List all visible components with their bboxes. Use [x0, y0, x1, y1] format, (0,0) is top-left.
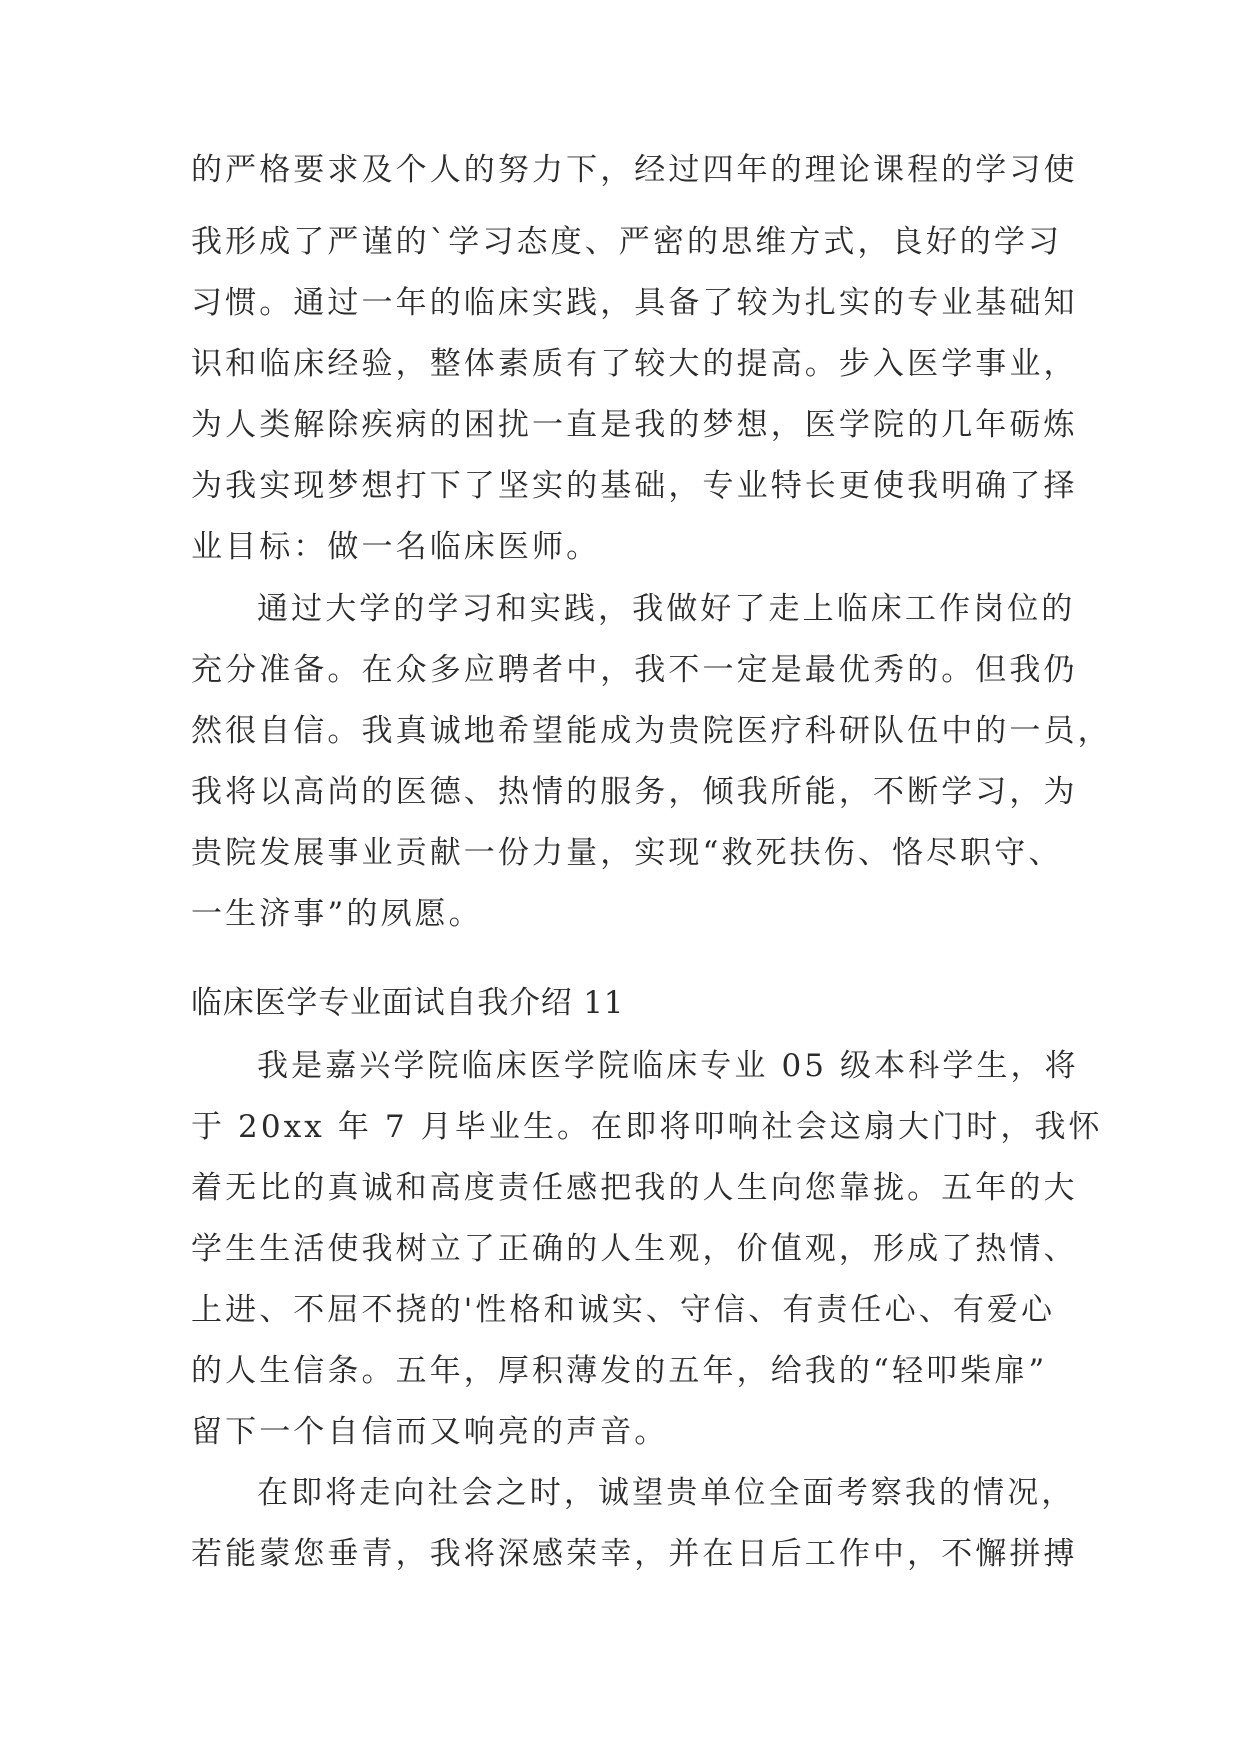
text-line: 的人生信条。五年，厚积薄发的五年，给我的“轻叩柴扉” — [191, 1353, 1048, 1389]
text-line: 然很自信。我真诚地希望能成为贵院医疗科研队伍中的一员， — [191, 713, 1112, 749]
text-line: 我形成了严谨的`学习态度、严密的思维方式，良好的学习 — [191, 224, 1063, 260]
text-line: 留下一个自信而又响亮的声音。 — [191, 1414, 669, 1450]
text-line: 上进、不屈不挠的'性格和诚实、守信、有责任心、有爱心 — [191, 1292, 1056, 1328]
text-line: 习惯。通过一年的临床实践，具备了较为扎实的专业基础知 — [191, 285, 1078, 321]
text-line: 贵院发展事业贡献一份力量，实现“救死扶伤、恪尽职守、 — [191, 835, 1063, 871]
text-line: 为我实现梦想打下了坚实的基础，专业特长更使我明确了择 — [191, 468, 1078, 504]
text-line: 的严格要求及个人的努力下，经过四年的理论课程的学习使 — [191, 152, 1078, 188]
text-line: 充分准备。在众多应聘者中，我不一定是最优秀的。但我仍 — [191, 652, 1078, 688]
text-line: 我是嘉兴学院临床医学院临床专业 05 级本科学生，将 — [257, 1048, 1079, 1084]
text-line: 着无比的真诚和高度责任感把我的人生向您靠拢。五年的大 — [191, 1170, 1078, 1206]
text-line: 一生济事”的夙愿。 — [191, 896, 483, 932]
text-line: 业目标：做一名临床医师。 — [191, 529, 601, 565]
text-line: 在即将走向社会之时，诚望贵单位全面考察我的情况， — [257, 1475, 1076, 1511]
text-line: 若能蒙您垂青，我将深感荣幸，并在日后工作中，不懈拼搏 — [191, 1536, 1078, 1572]
text-line: 通过大学的学习和实践，我做好了走上临床工作岗位的 — [257, 591, 1076, 627]
text-line: 识和临床经验，整体素质有了较大的提高。步入医学事业， — [191, 346, 1078, 382]
text-line: 为人类解除疾病的困扰一直是我的梦想，医学院的几年砺炼 — [191, 407, 1078, 443]
text-line: 学生生活使我树立了正确的人生观，价值观，形成了热情、 — [191, 1231, 1078, 1267]
section-heading: 临床医学专业面试自我介绍 11 — [191, 985, 625, 1021]
text-line: 于 20xx 年 7 月毕业生。在即将叩响社会这扇大门时，我怀 — [191, 1109, 1103, 1145]
text-line: 我将以高尚的医德、热情的服务，倾我所能，不断学习，为 — [191, 774, 1078, 810]
